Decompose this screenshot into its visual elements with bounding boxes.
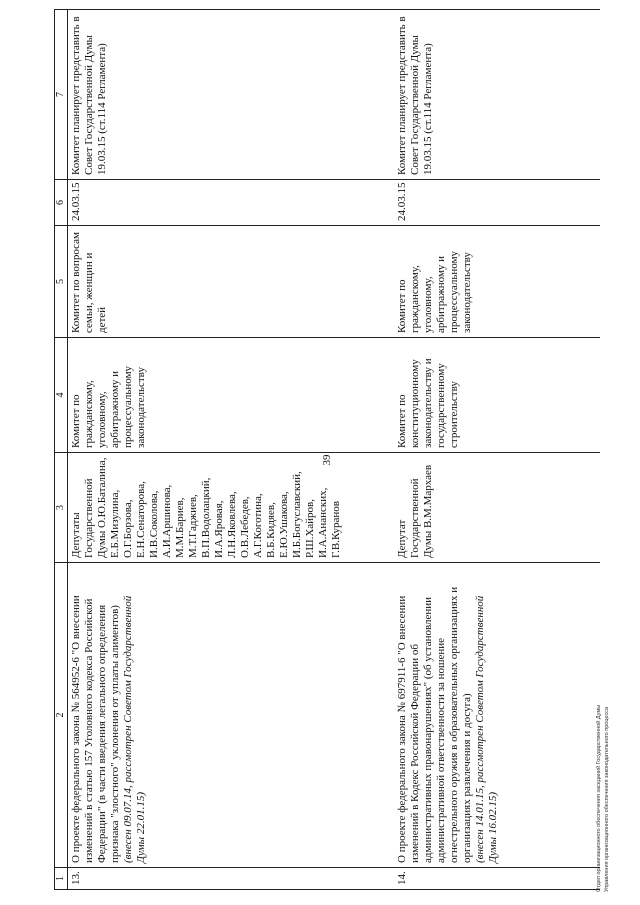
bill-title-cell: [394, 563, 600, 868]
row-number: 14.: [394, 868, 600, 890]
table-row: [394, 10, 600, 890]
header-cell-6: 6: [55, 180, 68, 226]
planned-date: 24.03.15: [68, 180, 394, 226]
planned-date: 24.03.15: [394, 180, 600, 226]
footer-line-1: Отдел организационного обеспечения заседаний Государственной Думы: [596, 704, 602, 892]
bill-title: О проекте федерального закона № 697911-6 "О внесении изменений в Кодекс Российской Федерации об административных правонарушениях" (об установлении административной ответственности за ношение огнестрельного оружия в образовательных организациях и организациях развлечения и досуга): [395, 586, 473, 863]
bill-note: (внесен 09.07.14, рассмотрен Советом Государственной Думы 22.01.15): [122, 595, 147, 863]
planned-action: Комитет планирует представить в Совет Государственной Думы 19.03.15 (ст.114 Регламента): [68, 10, 394, 180]
responsible-committee: Комитет по конституционному законодательству и государственному строительству: [394, 338, 600, 453]
table-header-row: [55, 10, 68, 890]
row-number: 13.: [68, 868, 394, 890]
co-executor-committee: Комитет по вопросам семьи, женщин и детей: [68, 226, 394, 338]
header-cell-3: 3: [55, 453, 68, 563]
table-row: [68, 10, 394, 890]
co-executor-committee: Комитет по гражданскому, уголовному, арбитражному и процессуальному законодательству: [394, 226, 600, 338]
footer-note: [595, 422, 619, 892]
bills-table: [54, 9, 600, 890]
bill-authors: Депутат Государственной Думы В.М.Мархаев: [394, 453, 600, 563]
header-cell-5: 5: [55, 226, 68, 338]
page-number: 39: [321, 454, 333, 466]
document-table-rotated: [54, 10, 614, 890]
bill-title-cell: [68, 563, 394, 868]
bill-note: (внесен 14.01.15, рассмотрен Советом Государственной Думы 16.02.15): [473, 595, 499, 863]
header-cell-1: 1: [55, 868, 68, 890]
bill-authors: Депутаты Государственной Думы О.Ю.Баталина, Е.Б.Мизулина, О.Г.Борзова, Е.Н.Сенаторова, И.В.Соколова, А.И.Аршинова, М.М.Бариев, М.Т.Гаджиев, В.П.Водолацкий, И.А.Яровая, Л.Н.Яковлева, О.В.Лебедев, А.Г.Коготина, В.Б.Кидяев, Е.Ю.Ушакова, И.Б.Богуславский, Р.Ш.Хайров, И.А.Ананских, Г.В.Куранов: [68, 453, 394, 563]
header-cell-7: 7: [55, 10, 68, 180]
footer-line-2: Управления организационного обеспечения законодательного процесса: [604, 706, 610, 892]
header-cell-2: 2: [55, 563, 68, 868]
responsible-committee: Комитет по гражданскому, уголовному, арбитражному и процессуальному законодательству: [68, 338, 394, 453]
header-cell-4: 4: [55, 338, 68, 453]
bill-title: О проекте федерального закона № 564952-6 "О внесении изменений в статью 157 Уголовного кодекса Российской Федерации" (в части введения легального определения признака "злостного" уклонения от уплаты алиментов): [70, 595, 121, 863]
planned-action: Комитет планирует представить в Совет Государственной Думы 19.03.15 (ст.114 Регламента): [394, 10, 600, 180]
